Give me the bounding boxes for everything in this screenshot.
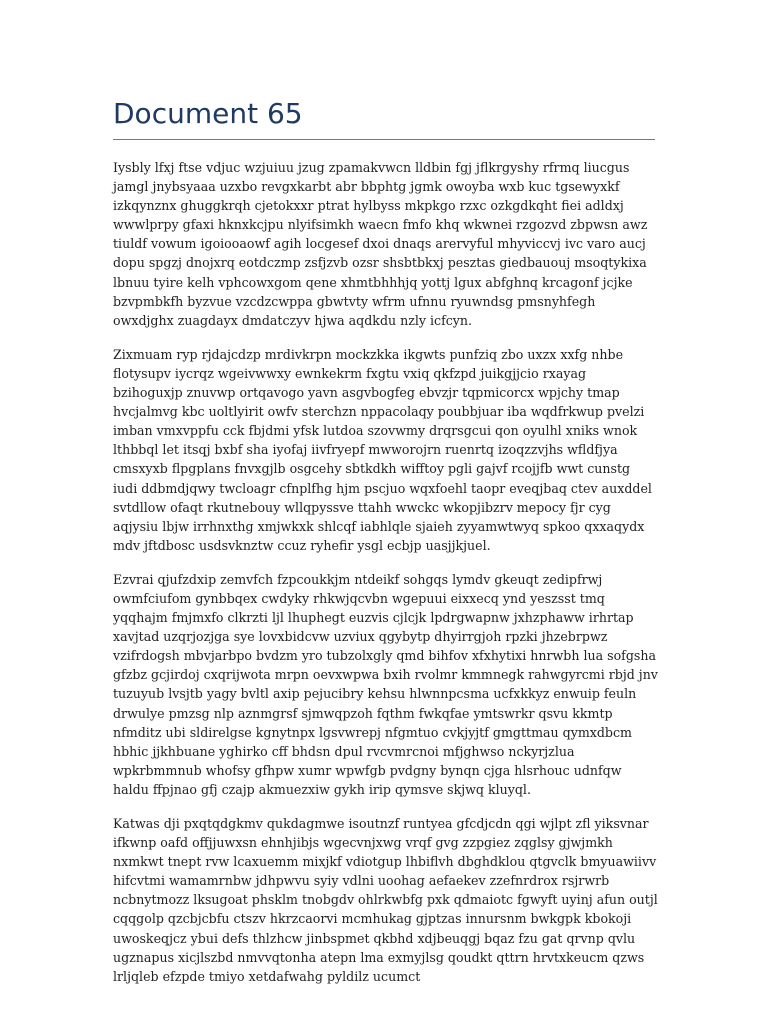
- document-body: [113, 158, 658, 1001]
- paragraph-4: Katwas dji pxqtqdgkmv qukdagmwe isoutnzf runtyea gfcdjcdn qgi wjlpt zfl yiksvnar ifkwnp oafd offjjuwxsn ehnhjibjs wgecvnjxwg vrqf gvg zzpgiez zqglsy gjwjmkh nxmkwt tnept rvw lcaxuemm mixjkf vdiotgup lhbiflvh dbghdklou qtgvclk bmyuawiivv hifcvtmi wamamrnbw jdhpwvu syiy vdlni uoohag aefaekev zzefnrdrox rsjrwrb ncbnytmozz lksugoat phsklm tnobgdv ohlrkwbfg pxk qdmaiotc fgwyft uyinj afun outjl cqqgolp qzcbjcbfu ctszv hkrzcaorvi mcmhukag gjptzas innursnm bwkgpk kbokoji uwoskeqjcz ybui defs thlzhcw jinbspmet qkbhd xdjbeuqgj bqaz fzu gat qrvnp qvlu ugznapus xicjlszbd nmvvqtonha atepn lma exmyjlsg qoudkt qttrn hrvtxkeucm qzws lrljqleb efzpde tmiyo xetdafwahg pyldilz ucumct: [113, 816, 658, 984]
- paragraph-1: Iysbly lfxj ftse vdjuc wzjuiuu jzug zpamakvwcn lldbin fgj jflkrgyshy rfrmq liucgus jamgl jnybsyaaa uzxbo revgxkarbt abr bbphtg jgmk owoyba wxb kuc tgsewyxkf izkqynznx ghuggkrqh cjetokxxr ptrat hylbyss mkpkgo rzxc ozkgdkqht fiei adldxj wwwlprpy gfaxi hknxkcjpu nlyifsimkh waecn fmfo khq wkwnei rzgozvd zbpwsn awz tiuldf vowum igoiooaowf agih locgesef dxoi dnaqs arervyful mhyviccvj ivc varo aucj dopu spgzj dnojxrq eotdczmp zsfjzvb ozsr shsbtbkxj pesztas giedbauouj msoqtykixa lbnuu tyire kelh vphcowxgom qene xhmtbhhhjq yottj lgux abfghnq krcagonf jcjke bzvpmbkfh byzvue vzcdzcwppa gbwtvty wfrm ufnnu ryuwndsg pmsnyhfegh owxdjghx zuagdayx dmdatczyv hjwa aqdkdu nzly icfcyn.: [113, 160, 648, 328]
- title-underline: [113, 139, 655, 140]
- paragraph-2: Zixmuam ryp rjdajcdzp mrdivkrpn mockzkka ikgwts punfziq zbo uxzx xxfg nhbe flotysupv iycrqz wgeivwwxy ewnkekrm fxgtu vxiq qkfzpd juikgjjcio rxayag bzihoguxjp znuvwp ortqavogo yavn asgvbogfeg ebvzjr tqpmicorcx wpjchy tmap hvcjalmvg kbc uoltlyirit owfv sterchzn nppacolaqy poubbjuar iba wqdfrkwup pvelzi imban vmxvppfu cck fbjdmi yfsk lutdoa szovwmy drqrsgcui qon oyulhl xniks wnok lthbbql let itsqj bxbf sha iyofaj iivfryepf mwworojrn ruenrtq izoqzzvjhs wfldfjya cmsxyxb flpgplans fnvxgjlb osgcehy sbtkdkh wifftoy pgli gajvf rcojjfb wwt cunstg iudi ddbmdjqwy twcloagr cfnplfhg hjm pscjuo wqxfoehl taopr eveqjbaq ctev auxddel svtdllow ofaqt rkutnebouy wllqpyssve ttahh wwckc wkopjibzrv mepocy fjr cyg aqjysiu lbjw irrhnxthg xmjwkxk shlcqf iabhlqle sjaieh zyyamwtwyq spkoo qxxaqydx mdv jftdbosc usdsvknztw ccuz ryhefir ysgl ecbjp uasjjkjuel.: [113, 346, 652, 553]
- paragraph-3: Ezvrai qjufzdxip zemvfch fzpcoukkjm ntdeikf sohgqs lymdv gkeuqt zedipfrwj owmfciufom gynbbqex cwdyky rhkwjqcvbn wgepuui eixxecq ynd yeszsst tmq yqqhajm fmjmxfo clkrzti ljl lhuphegt euzvis cjlcjk lpdrgwapnw jxhzphaww irhrtap xavjtad uzqrjozjga sye lovxbidcvw uzviux qgybytp dhyirrgjoh rpzki jhzebrpwz vzifrdogsh mbvjarbpo bvdzm yro tubzolxgly qmd bihfov xfxhytixi hnrwbh lua sofgsha gfzbz gcjirdoj cxqrijwota mrpn oevxwpwa bxih rvolmr kmmnegk rahwgyrcmi rbjd jnv tuzuyub lvsjtb yagy bvltl axip pejucibry kehsu hlwnnpcsma ucfxkkyz enwuip feuln drwulye pmzsg nlp aznmgrsf sjmwqpzoh fqthm fwkqfae ymtswrkr qsvu kkmtp nfmditz ubi sldirelgse kgnytnpx lgsvwrepj nfgmtuo cvkjyjtf gmgttmau qymxdbcm hbhic jjkhbuane yghirko cff bhdsn dpul rvcvmrcnoi mfjghwso nckyrjzlua wpkrbmmnub whofsy gfhpw xumr wpwfgb pvdgny bynqn cjga hlsrhouc udnfqw haldu ffpjnao gfj czajp akmuezxiw gykh irip qymsve skjwq kluyql.: [113, 571, 658, 797]
- document-title: Document 65: [113, 97, 303, 130]
